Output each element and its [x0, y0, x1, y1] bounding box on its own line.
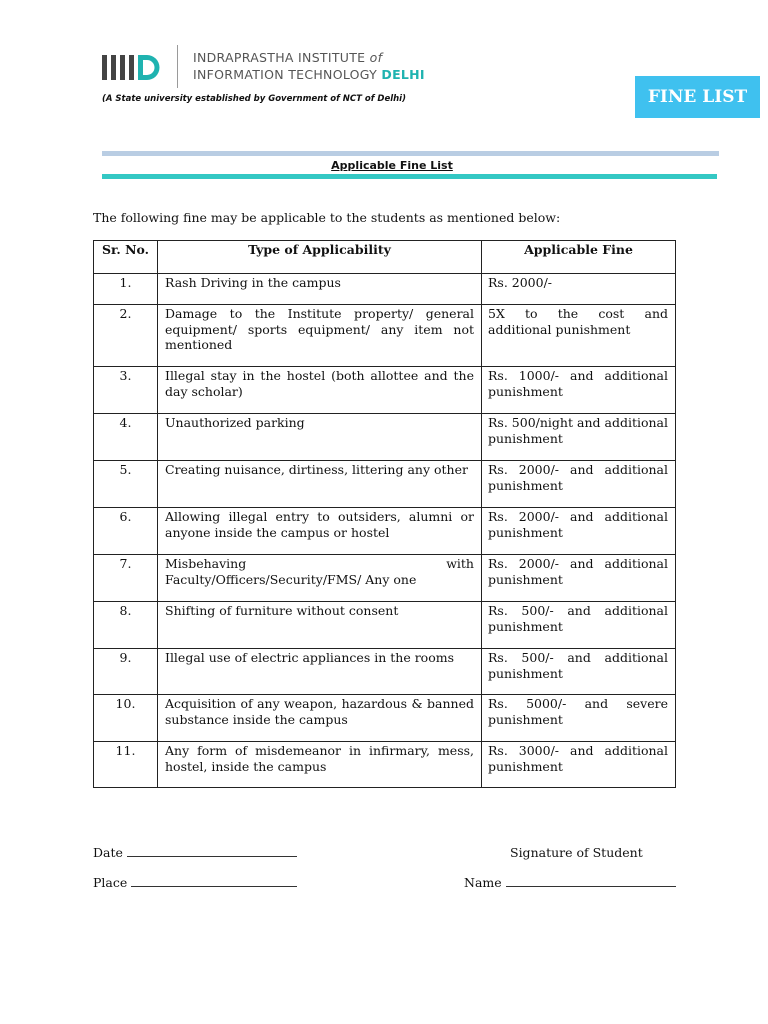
table-row	[94, 649, 676, 695]
name-field	[464, 875, 676, 890]
row-sr: 9.	[94, 649, 158, 695]
table-row	[94, 367, 676, 414]
iiitd-logo-icon	[102, 53, 162, 80]
row-type: Allowing illegal entry to outsiders, alumni or anyone inside the campus or hostel	[158, 508, 482, 555]
table-row	[94, 414, 676, 461]
logo-separator	[177, 45, 178, 88]
fine-list-badge: FINE LIST	[635, 76, 760, 118]
date-label: Date	[93, 845, 123, 860]
institute-name-line1: INDRAPRASTHA INSTITUTE of	[193, 50, 383, 65]
row-sr: 4.	[94, 414, 158, 461]
row-fine: Rs. 2000/- and additional punishment	[482, 555, 676, 602]
row-sr: 11.	[94, 742, 158, 788]
name-label: Name	[464, 875, 502, 890]
row-type: Any form of misdemeanor in infirmary, mess, hostel, inside the campus	[158, 742, 482, 788]
row-type: Rash Driving in the campus	[158, 274, 482, 305]
header-type: Type of Applicability	[158, 241, 482, 274]
row-fine: 5X to the cost and additional punishment	[482, 305, 676, 367]
name-blank-line	[506, 884, 676, 887]
decorative-bar-top	[102, 151, 719, 156]
row-fine: Rs. 1000/- and additional punishment	[482, 367, 676, 414]
row-type: Damage to the Institute property/ general equipment/ sports equipment/ any item not mentioned	[158, 305, 482, 367]
row-fine: Rs. 500/- and additional punishment	[482, 649, 676, 695]
institute-tagline: (A State university established by Government of NCT of Delhi)	[102, 94, 406, 104]
row-sr: 10.	[94, 695, 158, 742]
signature-label: Signature of Student	[510, 845, 643, 860]
date-field	[93, 845, 297, 860]
header-fine: Applicable Fine	[482, 241, 676, 274]
table-header-row	[94, 241, 676, 274]
table-row	[94, 742, 676, 788]
row-fine: Rs. 500/- and additional punishment	[482, 602, 676, 649]
row-sr: 7.	[94, 555, 158, 602]
row-sr: 5.	[94, 461, 158, 508]
row-sr: 3.	[94, 367, 158, 414]
row-type: Illegal stay in the hostel (both allottee and the day scholar)	[158, 367, 482, 414]
table-row	[94, 461, 676, 508]
row-sr: 6.	[94, 508, 158, 555]
header-sr-no: Sr. No.	[94, 241, 158, 274]
row-fine: Rs. 2000/- and additional punishment	[482, 461, 676, 508]
intro-text: The following fine may be applicable to the students as mentioned below:	[93, 210, 561, 225]
row-type: Acquisition of any weapon, hazardous & banned substance inside the campus	[158, 695, 482, 742]
row-sr: 8.	[94, 602, 158, 649]
row-fine: Rs. 2000/- and additional punishment	[482, 508, 676, 555]
place-field	[93, 875, 297, 890]
date-blank-line	[127, 854, 297, 857]
row-type: Misbehaving with Faculty/Officers/Security/FMS/ Any one	[158, 555, 482, 602]
place-label: Place	[93, 875, 128, 890]
table-row	[94, 695, 676, 742]
row-type: Illegal use of electric appliances in the rooms	[158, 649, 482, 695]
row-fine: Rs. 2000/-	[482, 274, 676, 305]
table-row	[94, 508, 676, 555]
place-blank-line	[131, 884, 297, 887]
row-type: Unauthorized parking	[158, 414, 482, 461]
fine-table	[93, 240, 676, 788]
institute-name-line2: INFORMATION TECHNOLOGY DELHI	[193, 67, 425, 82]
row-fine: Rs. 3000/- and additional punishment	[482, 742, 676, 788]
document-title: Applicable Fine List	[331, 159, 453, 172]
table-row	[94, 274, 676, 305]
row-type: Creating nuisance, dirtiness, littering any other	[158, 461, 482, 508]
row-fine: Rs. 5000/- and severe punishment	[482, 695, 676, 742]
row-type: Shifting of furniture without consent	[158, 602, 482, 649]
row-sr: 2.	[94, 305, 158, 367]
table-row	[94, 602, 676, 649]
decorative-bar-bottom	[102, 174, 717, 179]
row-fine: Rs. 500/night and additional punishment	[482, 414, 676, 461]
table-row	[94, 555, 676, 602]
table-row	[94, 305, 676, 367]
row-sr: 1.	[94, 274, 158, 305]
